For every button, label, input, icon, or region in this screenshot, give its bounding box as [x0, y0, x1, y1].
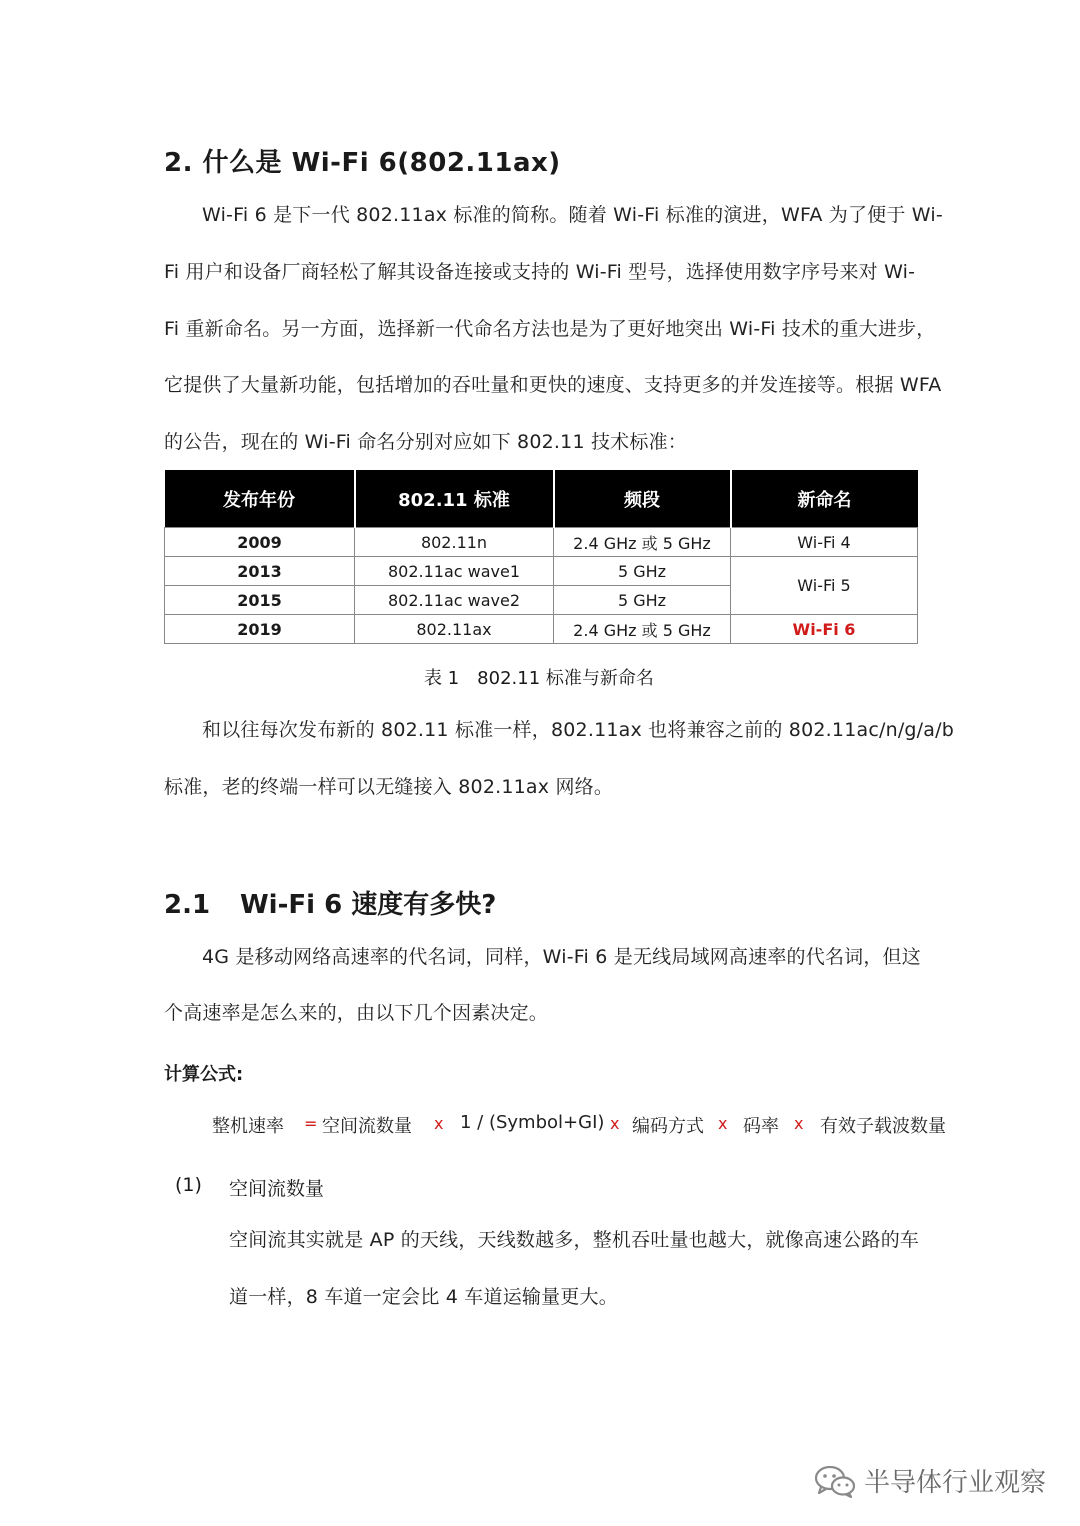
cell-standard: 802.11ax: [355, 615, 554, 644]
formula-term-code-rate: 码率: [743, 1116, 779, 1137]
formula-lhs: 整机速率: [212, 1116, 284, 1137]
intro-line-3: Fi 重新命名。另一方面，选择新一代命名方法也是为了更好地突出 Wi-Fi 技术的重大进步，: [164, 318, 936, 340]
item-line-2: 道一样，8 车道一定会比 4 车道运输量更大。: [229, 1286, 618, 1308]
formula-label: 计算公式:: [164, 1064, 244, 1085]
header-standard: 802.11 标准: [355, 470, 554, 528]
header-new-name: 新命名: [731, 470, 918, 528]
table-row: [165, 528, 918, 557]
table-header-row: [165, 470, 918, 528]
formula-term-symbol-gi: 1 / (Symbol+GI): [460, 1112, 605, 1133]
section-title: 2. 什么是 Wi-Fi 6(802.11ax): [164, 148, 561, 178]
cell-band: 2.4 GHz 或 5 GHz: [554, 528, 731, 557]
header-year: 发布年份: [165, 470, 355, 528]
cell-band: 2.4 GHz 或 5 GHz: [554, 615, 731, 644]
formula-term-spatial-streams: 空间流数量: [322, 1116, 412, 1137]
watermark: [814, 1462, 1046, 1499]
cell-year: 2015: [165, 586, 355, 615]
table-row: [165, 615, 918, 644]
table-row: [165, 557, 918, 586]
intro-line-5: 的公告，现在的 Wi-Fi 命名分别对应如下 802.11 技术标准：: [164, 431, 687, 453]
formula-equals: =: [304, 1114, 318, 1133]
subsection-number: 2.1: [164, 890, 211, 920]
formula-multiply-2: x: [610, 1114, 620, 1133]
cell-standard: 802.11ac wave1: [355, 557, 554, 586]
formula-multiply-3: x: [718, 1114, 728, 1133]
table-caption: 表 1 802.11 标准与新命名: [424, 668, 654, 689]
subsection-heading: [164, 884, 496, 921]
intro-line-4: 它提供了大量新功能，包括增加的吞吐量和更快的速度、支持更多的并发连接等。根据 WFA: [164, 374, 942, 396]
item-line-1: 空间流其实就是 AP 的天线，天线数越多，整机吞吐量也越大，就像高速公路的车: [229, 1229, 920, 1251]
compat-line-1: 和以往每次发布新的 802.11 标准一样，802.11ax 也将兼容之前的 802.11ac/n/g/a/b: [202, 719, 954, 741]
formula-term-subcarriers: 有效子载波数量: [820, 1116, 946, 1137]
watermark-text: 半导体行业观察: [863, 1468, 1046, 1498]
cell-band: 5 GHz: [554, 586, 731, 615]
compat-line-2: 标准，老的终端一样可以无缝接入 802.11ax 网络。: [164, 776, 614, 798]
formula-multiply-1: x: [434, 1114, 444, 1133]
cell-year: 2009: [165, 528, 355, 557]
formula-multiply-4: x: [794, 1114, 804, 1133]
item-title: 空间流数量: [229, 1178, 325, 1200]
cell-band: 5 GHz: [554, 557, 731, 586]
speed-line-2: 个高速率是怎么来的，由以下几个因素决定。: [164, 1002, 549, 1024]
item-number: (1): [175, 1174, 202, 1196]
cell-new-name: Wi-Fi 5: [731, 557, 918, 615]
cell-year: 2013: [165, 557, 355, 586]
intro-line-1: Wi-Fi 6 是下一代 802.11ax 标准的简称。随着 Wi-Fi 标准的演进，WFA 为了便于 Wi-: [202, 204, 943, 226]
wechat-icon: [814, 1464, 856, 1498]
cell-standard: 802.11n: [355, 528, 554, 557]
subsection-title: Wi-Fi 6 速度有多快?: [240, 890, 497, 920]
header-band: 频段: [554, 470, 731, 528]
formula-term-coding: 编码方式: [632, 1116, 704, 1137]
cell-standard: 802.11ac wave2: [355, 586, 554, 615]
intro-line-2: Fi 用户和设备厂商轻松了解其设备连接或支持的 Wi-Fi 型号，选择使用数字序号来对 Wi-: [164, 261, 916, 283]
cell-new-name-highlight: Wi-Fi 6: [731, 615, 918, 644]
speed-line-1: 4G 是移动网络高速率的代名词，同样，Wi-Fi 6 是无线局域网高速率的代名词，但这: [202, 946, 921, 968]
wifi-naming-table: [164, 470, 918, 644]
cell-new-name: Wi-Fi 4: [731, 528, 918, 557]
cell-year: 2019: [165, 615, 355, 644]
